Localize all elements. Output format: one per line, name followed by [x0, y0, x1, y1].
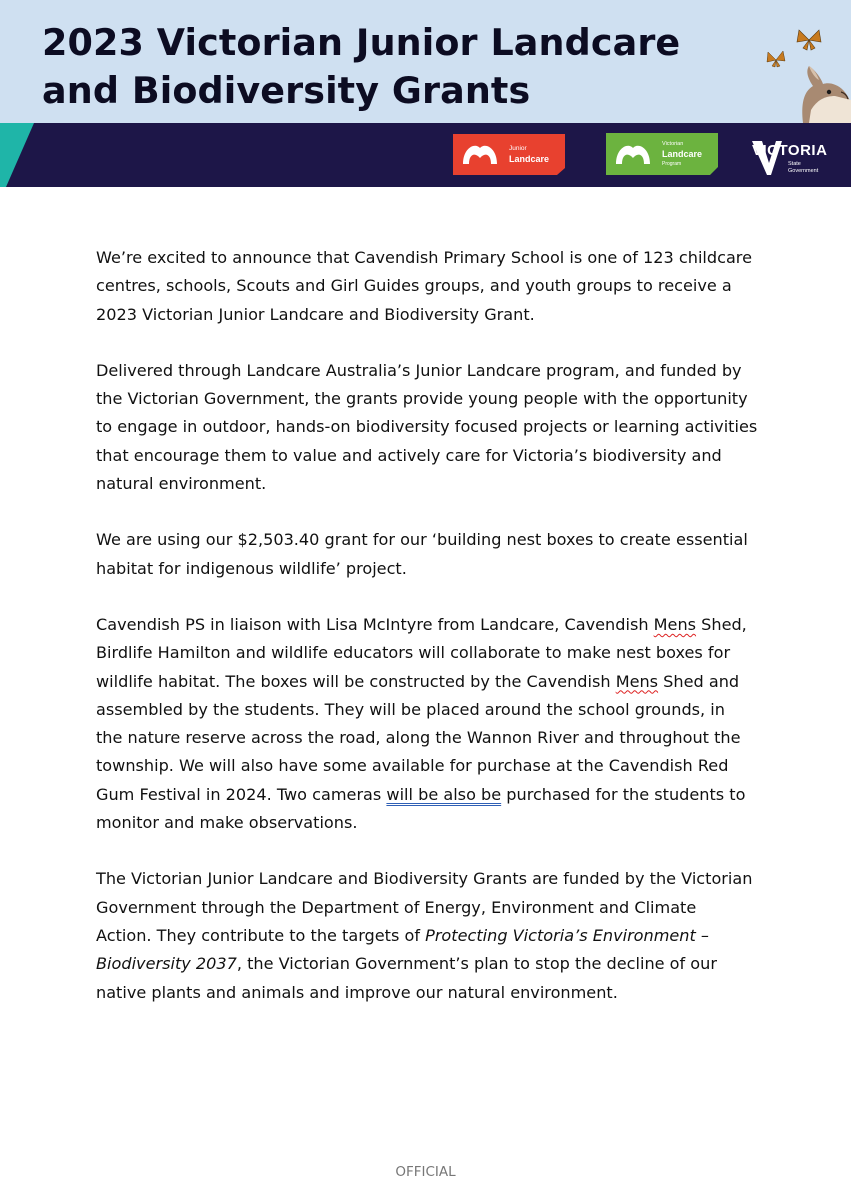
paragraph-grant-use — [96, 526, 776, 583]
text-line: We are using our $2,503.40 grant for our ‘building nest boxes to create essential — [96, 530, 748, 550]
victorian-landcare-logo-line-2: Landcare — [662, 149, 703, 159]
butterfly-icon — [797, 30, 821, 50]
text-line: habitat for indigenous wildlife’ project. — [96, 558, 407, 578]
paragraph-project-details — [96, 611, 776, 837]
text-fragment: Gum Festival in 2024. Two cameras — [96, 784, 387, 804]
text-line — [96, 668, 776, 696]
wallaby-butterflies-illustration — [751, 0, 851, 123]
document-body — [96, 244, 776, 1035]
text-line — [96, 922, 776, 950]
text-line: centres, schools, Scouts and Girl Guides groups, and youth groups to receive a — [96, 276, 732, 296]
footer-classification-label: OFFICIAL — [395, 1164, 456, 1180]
text-fragment: Shed, — [696, 614, 747, 634]
text-fragment: Cavendish PS in liaison with Lisa McIntyre from Landcare, Cavendish — [96, 614, 654, 634]
paragraph-funding-info — [96, 865, 776, 1006]
text-line: 2023 Victorian Junior Landcare and Biodiversity Grant. — [96, 304, 535, 324]
banner-title-line-1: 2023 Victorian Junior Landcare — [42, 21, 681, 64]
italic-title-fragment: Protecting Victoria’s Environment – — [425, 925, 709, 945]
text-line: Government through the Department of Energy, Environment and Climate — [96, 897, 697, 917]
victoria-logo-wordmark: VICTORIA — [752, 142, 828, 159]
victorian-landcare-logo — [606, 133, 718, 175]
banner-logo-bar — [0, 123, 851, 187]
text-line — [96, 611, 776, 639]
teal-accent-shape — [0, 123, 34, 187]
victoria-state-government-logo — [752, 133, 834, 178]
text-fragment: purchased for the students to — [501, 784, 746, 804]
text-line: the nature reserve across the road, along the Wannon River and throughout the — [96, 728, 741, 748]
text-line: the Victorian Government, the grants provide young people with the opportunity — [96, 389, 748, 409]
banner-title-line-2: and Biodiversity Grants — [42, 69, 531, 112]
italic-title-fragment: Biodiversity 2037 — [96, 954, 237, 974]
text-line: to engage in outdoor, hands-on biodiversity focused projects or learning activities — [96, 417, 758, 437]
text-line: Delivered through Landcare Australia’s Junior Landcare program, and funded by — [96, 360, 742, 380]
text-line: native plants and animals and improve our natural environment. — [96, 982, 618, 1002]
junior-landcare-logo — [453, 134, 565, 175]
banner-header — [0, 0, 851, 123]
butterfly-icon — [767, 51, 785, 67]
text-line — [96, 950, 776, 978]
paragraph-program-description — [96, 357, 776, 498]
text-line: Birdlife Hamilton and wildlife educators will collaborate to make nest boxes for — [96, 643, 731, 663]
victoria-logo-sub-2: Government — [788, 168, 819, 174]
junior-landcare-logo-line-2: Landcare — [509, 154, 550, 164]
text-line: monitor and make observations. — [96, 813, 358, 833]
text-line: assembled by the students. They will be placed around the school grounds, in — [96, 699, 725, 719]
paragraph-announcement — [96, 244, 776, 329]
text-line: township. We will also have some available for purchase at the Cavendish Red — [96, 756, 729, 776]
victorian-landcare-logo-line-1: Victorian — [662, 141, 684, 147]
text-line: We’re excited to announce that Cavendish Primary School is one of 123 childcare — [96, 248, 752, 267]
text-fragment: Action. They contribute to the targets of — [96, 925, 426, 945]
grammar-flagged-phrase[interactable]: will be also be — [386, 784, 502, 804]
wallaby-icon — [802, 66, 851, 123]
spellcheck-flagged-word[interactable]: Mens — [653, 614, 697, 634]
junior-landcare-logo-line-1: Junior — [509, 145, 527, 152]
text-line: natural environment. — [96, 474, 267, 494]
text-line — [96, 781, 776, 809]
text-line: The Victorian Junior Landcare and Biodiversity Grants are funded by the Victorian — [96, 869, 753, 889]
victorian-landcare-logo-line-3: Program — [662, 161, 682, 167]
text-fragment: Shed and — [658, 671, 740, 691]
spellcheck-flagged-word[interactable]: Mens — [615, 671, 659, 691]
text-fragment: wildlife habitat. The boxes will be constructed by the Cavendish — [96, 671, 616, 691]
text-line: that encourage them to value and actively care for Victoria’s biodiversity and — [96, 445, 722, 465]
victoria-logo-sub-1: State — [788, 161, 801, 167]
text-fragment: , the Victorian Government’s plan to stop the decline of our — [236, 954, 717, 974]
banner-title — [42, 19, 680, 115]
